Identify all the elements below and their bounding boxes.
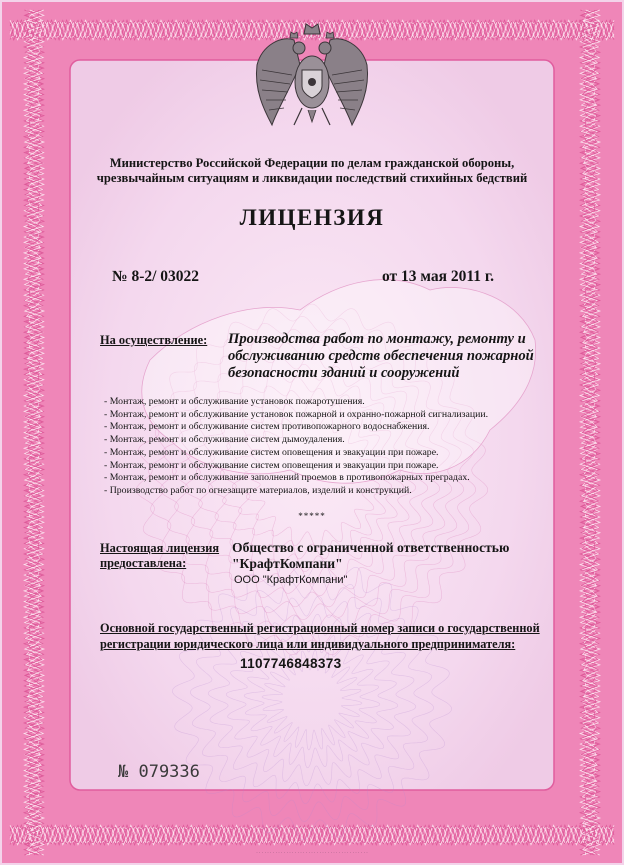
holder-short-name: ООО "КрафтКомпани"	[234, 574, 348, 586]
activity-text: Производства работ по монтажу, ремонту и обслуживанию средств обеспечения пожарной безопасности зданий и сооружений	[228, 331, 534, 381]
work-item: - Производство работ по огнезащите материалов, изделий и конструкций.	[104, 484, 412, 496]
issuer-line-1: Министерство Российской Федерации по делам гражданской обороны,	[109, 156, 515, 170]
work-item: - Монтаж, ремонт и обслуживание установок пожарной и охранно-пожарной сигнализации.	[104, 408, 489, 420]
work-item: - Монтаж, ремонт и обслуживание систем противопожарного водоснабжения.	[104, 421, 430, 433]
work-item: - Монтаж, ремонт и обслуживание установок пожаротушения.	[104, 396, 365, 407]
registration-label-line-1: Основной государственный регистрационный номер записи о государственной	[100, 621, 540, 635]
work-item: - Монтаж, ремонт и обслуживание систем оповещения и эвакуации при пожаре.	[104, 446, 439, 458]
work-item: - Монтаж, ремонт и обслуживание систем дымоудаления.	[104, 434, 345, 446]
issuer-line-2: чрезвычайным ситуациям и ликвидации последствий стихийных бедствий	[96, 171, 528, 185]
holder-label-line-2: предоставлена:	[100, 555, 187, 570]
registration-label	[100, 620, 540, 652]
document-title: ЛИЦЕНЗИЯ	[239, 205, 385, 230]
separator: *****	[298, 511, 326, 521]
registration-label-line-2: регистрации юридического лица или индивидуального предпринимателя:	[100, 637, 516, 651]
license-number: № 8-2/ 03022	[112, 268, 200, 285]
holder-label	[100, 541, 219, 570]
registration-number: 1107746848373	[240, 656, 342, 671]
serial-number: № 079336	[118, 762, 200, 782]
printer-imprint: · · · · · · · · · · · · · · · · · · · · · · · · · · · · · · · · · · · · · · · · ·	[256, 850, 368, 855]
issuer-name	[60, 156, 564, 186]
holder-label-line-1: Настоящая лицензия	[100, 541, 220, 555]
activity-label: На осуществление:	[100, 333, 208, 347]
license-date: от 13 мая 2011 г.	[382, 268, 495, 285]
work-item: - Монтаж, ремонт и обслуживание систем оповещения и эвакуации при пожаре.	[104, 459, 439, 471]
works-list	[104, 396, 488, 498]
work-item: - Монтаж, ремонт и обслуживание заполнений проемов в противопожарных преградах.	[104, 472, 470, 484]
holder-full-name: Общество с ограниченной ответственностью "КрафтКомпани"	[232, 540, 510, 571]
